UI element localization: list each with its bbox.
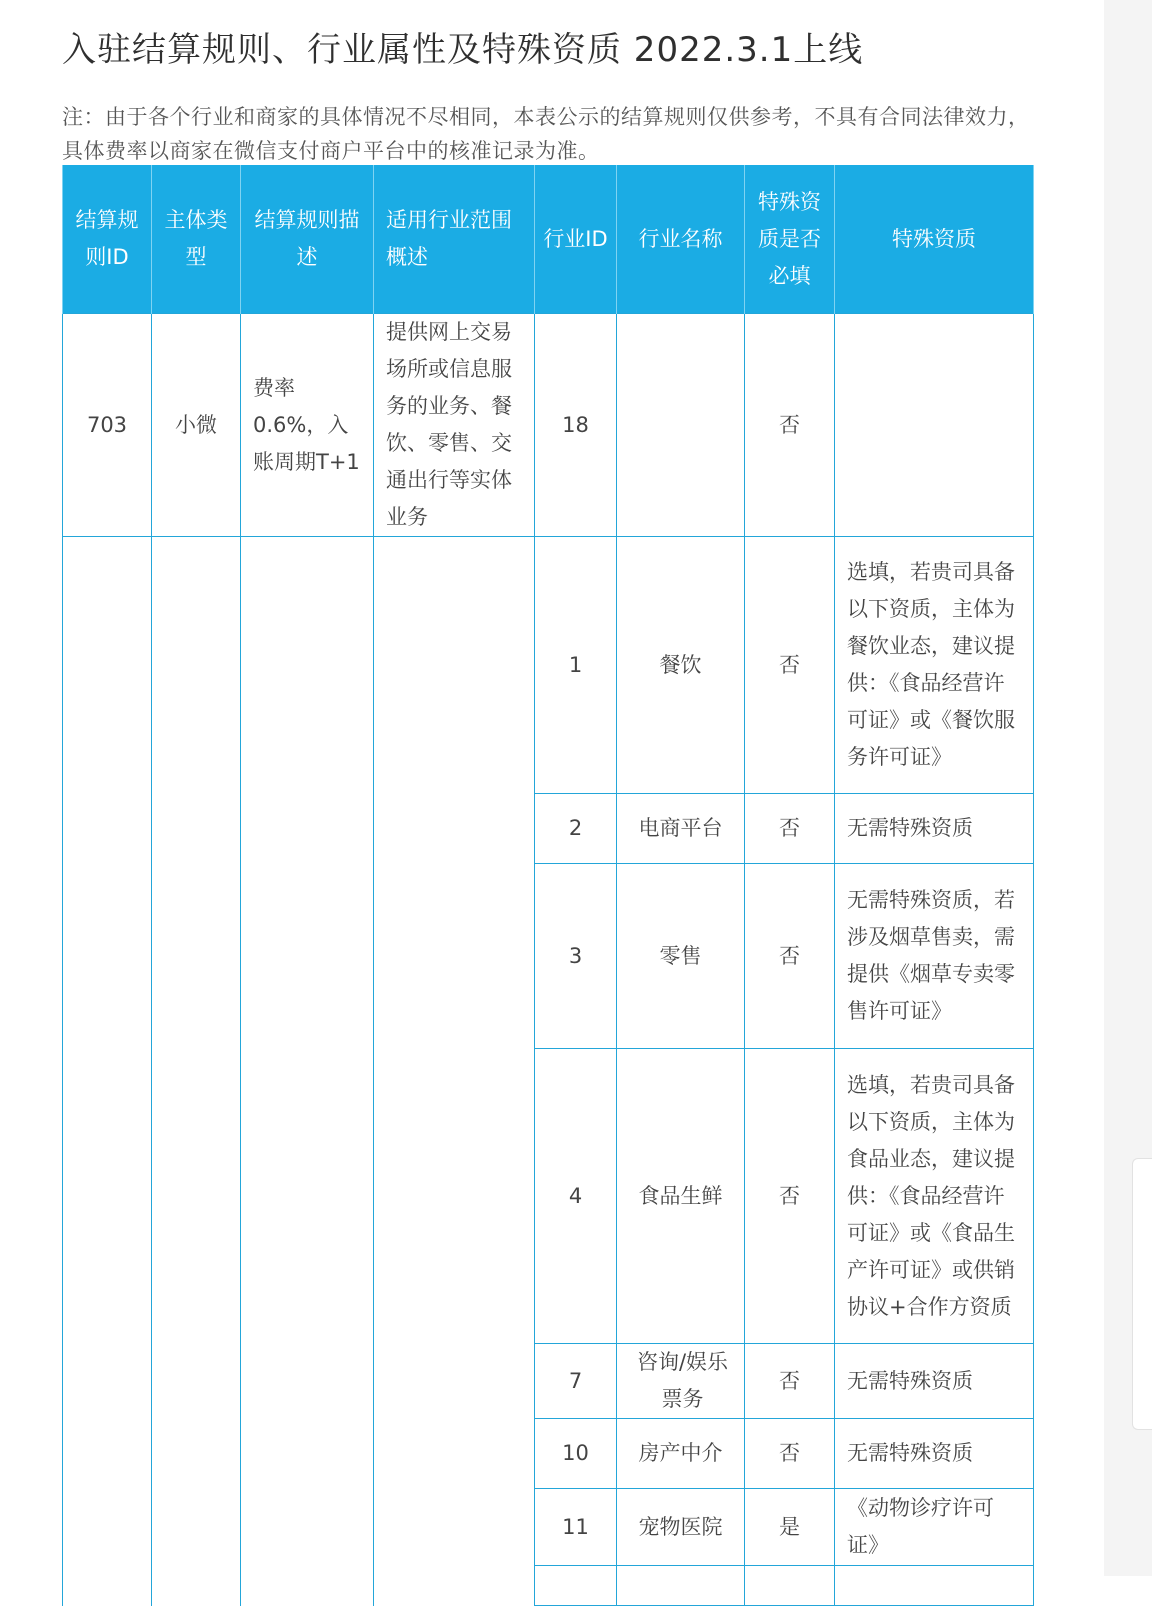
- header-required: 特殊资质是否必填: [745, 165, 835, 314]
- cell-industry-name: 电商平台: [617, 794, 745, 864]
- cell-industry-id: 11: [535, 1489, 617, 1566]
- cell-qualification: 《动物诊疗许可证》: [835, 1489, 1034, 1566]
- cell-industry-name: 宠物医院: [617, 1489, 745, 1566]
- cell-industry-name: 房产中介: [617, 1419, 745, 1489]
- table-row: [63, 314, 1034, 537]
- cell-industry-id: 10: [535, 1419, 617, 1489]
- cell-qualification-partial: [835, 1566, 1034, 1606]
- cell-entity-type-empty: [152, 537, 241, 1606]
- disclaimer-note: 注：由于各个行业和商家的具体情况不尽相同，本表公示的结算规则仅供参考，不具有合同法律效力，具体费率以商家在微信支付商户平台中的核准记录为准。: [62, 105, 1030, 163]
- cell-scope: 提供网上交易场所或信息服务的业务、餐饮、零售、交通出行等实体业务: [374, 314, 535, 537]
- cell-required: 否: [745, 1344, 835, 1419]
- cell-qualification: 无需特殊资质: [835, 1419, 1034, 1489]
- cell-industry-id: 4: [535, 1049, 617, 1344]
- cell-qualification: 无需特殊资质: [835, 794, 1034, 864]
- cell-rule-desc: 费率0.6%，入账周期T+1: [241, 314, 374, 537]
- cell-required: 否: [745, 537, 835, 794]
- cell-industry-name: [617, 314, 745, 537]
- header-rule-desc: 结算规则描述: [241, 165, 374, 314]
- cell-qualification: 无需特殊资质: [835, 1344, 1034, 1419]
- cell-required: 否: [745, 314, 835, 537]
- table-row: [63, 537, 1034, 794]
- table-header-row: [63, 165, 1034, 314]
- cell-industry-id-partial: [535, 1566, 617, 1606]
- cell-rule-id: 703: [63, 314, 152, 537]
- cell-industry-name-partial: [617, 1566, 745, 1606]
- header-qualification: 特殊资质: [835, 165, 1034, 314]
- cell-industry-name: 咨询/娱乐票务: [617, 1344, 745, 1419]
- header-entity-type: 主体类型: [152, 165, 241, 314]
- cell-industry-name: 零售: [617, 864, 745, 1049]
- cell-required: 否: [745, 864, 835, 1049]
- cell-required: 否: [745, 1049, 835, 1344]
- cell-industry-id: 7: [535, 1344, 617, 1419]
- header-scope: 适用行业范围概述: [374, 165, 535, 314]
- header-industry-id: 行业ID: [535, 165, 617, 314]
- cell-industry-id: 18: [535, 314, 617, 537]
- cell-industry-id: 3: [535, 864, 617, 1049]
- cell-required: 否: [745, 1419, 835, 1489]
- cell-industry-id: 1: [535, 537, 617, 794]
- cell-required: 是: [745, 1489, 835, 1566]
- header-industry-name: 行业名称: [617, 165, 745, 314]
- cell-industry-name: 食品生鲜: [617, 1049, 745, 1344]
- cell-qualification: [835, 314, 1034, 537]
- cell-rule-id-empty: [63, 537, 152, 1606]
- cell-qualification: 选填，若贵司具备以下资质，主体为餐饮业态，建议提供：《食品经营许可证》或《餐饮服务许可证》: [835, 537, 1034, 794]
- cell-industry-name: 餐饮: [617, 537, 745, 794]
- cell-qualification: 无需特殊资质，若涉及烟草售卖，需提供《烟草专卖零售许可证》: [835, 864, 1034, 1049]
- page-title: 入驻结算规则、行业属性及特殊资质 2022.3.1上线: [62, 30, 864, 70]
- header-rule-id: 结算规则ID: [63, 165, 152, 314]
- cell-required: 否: [745, 794, 835, 864]
- settlement-rules-table: [62, 165, 1034, 1606]
- cell-industry-id: 2: [535, 794, 617, 864]
- cell-scope-empty: [374, 537, 535, 1606]
- cell-entity-type: 小微: [152, 314, 241, 537]
- cell-rule-desc-empty: [241, 537, 374, 1606]
- cell-qualification: 选填，若贵司具备以下资质，主体为食品业态，建议提供：《食品经营许可证》或《食品生产许可证》或供销协议+合作方资质: [835, 1049, 1034, 1344]
- side-panel-edge: [1132, 1158, 1152, 1430]
- cell-required-partial: [745, 1566, 835, 1606]
